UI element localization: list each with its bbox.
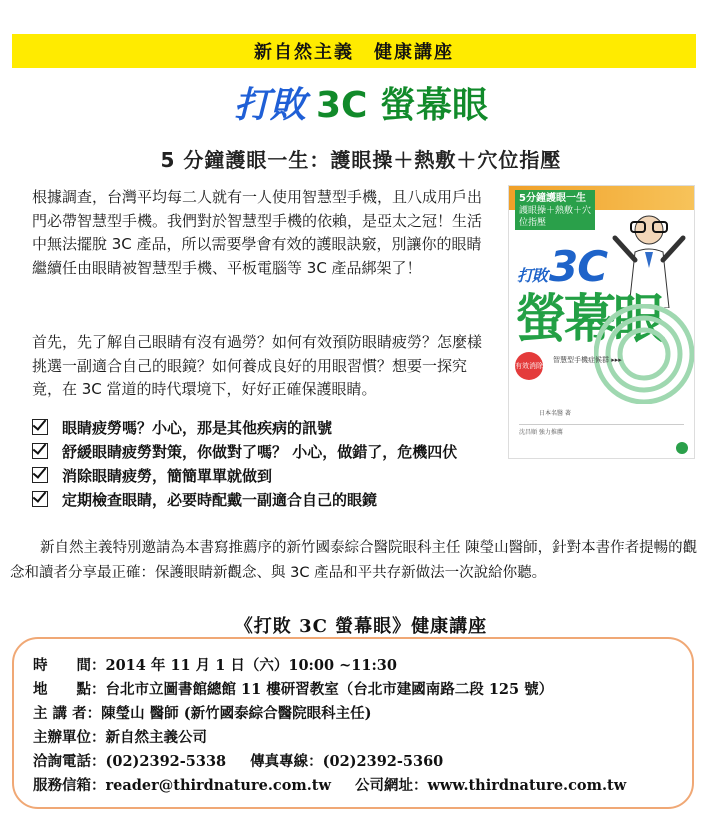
book-stamp-badge: 有效消除 bbox=[515, 352, 543, 380]
list-item bbox=[32, 415, 502, 439]
lecture-title: 《打敗 3C 螢幕眼》健康講座 bbox=[234, 616, 488, 637]
lecture-intro: 新自然主義特別邀請為本書寫推薦序的新竹國泰綜合醫院眼科主任 陳瑩山醫師，針對本書作者提暢的觀念和讀者分享最正確：保護眼睛新觀念、與 3C 產品和平共存新做法一次說給你聽。 bbox=[10, 540, 698, 581]
checkbox-icon bbox=[32, 491, 48, 507]
list-item-text: 定期檢查眼睛，必要時配戴一副適合自己的眼鏡 bbox=[62, 490, 378, 509]
header-banner bbox=[12, 34, 696, 68]
book-tag-line2: 護眼操＋熱敷＋穴位指壓 bbox=[519, 206, 592, 228]
paragraph-intro: 根據調查，台灣平均每二人就有一人使用智慧型手機，且八成用戶出門必帶智慧型手機。我們對於智慧型手機的依賴，是亞太之冠！生活中無法擺脫 3C 產品，所以需要學會有效的護眼訣竅，別讓你的眼睛繼續任由眼睛被智慧型手機、平板電腦等 3C 產品綁架了！ bbox=[32, 188, 483, 277]
checkbox-icon bbox=[32, 443, 48, 459]
book-title-3c: 打敗3C bbox=[517, 242, 608, 291]
list-item bbox=[32, 487, 502, 511]
page-title bbox=[0, 84, 722, 128]
checkbox-icon bbox=[32, 419, 48, 435]
publisher-logo-icon bbox=[676, 442, 688, 454]
book-recommenders: 沈昌順 強力推薦 bbox=[519, 424, 684, 450]
info-row-phone: 洽詢電話：(02)2392-5338 傳真專線：(02)2392-5360 bbox=[33, 753, 444, 770]
book-title-main: 螢幕眼 bbox=[515, 290, 663, 350]
book-subtitle: 智慧型手機症候群 ▸▸▸ bbox=[553, 356, 622, 364]
title-part2: 3C 螢幕眼 bbox=[316, 85, 489, 126]
paragraph-questions: 首先，先了解自己眼睛有沒有過勞？如何有效預防眼睛疲勞？怎麼樣挑選一副適合自己的眼鏡？如何養成良好的用眼習慣？想要一探究竟，在 3C 當道的時代環境下，好好正確保護眼睛。 bbox=[32, 333, 483, 398]
event-info-list bbox=[33, 654, 626, 798]
info-row-time: 時 間：2014 年 11 月 1 日（六）10:00 ~11:30 bbox=[33, 657, 397, 674]
email-link[interactable]: reader@thirdnature.com.tw bbox=[105, 777, 331, 794]
book-tag-line1: 5分鐘護眼一生 bbox=[519, 193, 586, 204]
banner-text: 新自然主義 健康講座 bbox=[254, 42, 454, 63]
info-row-speaker: 主 講 者：陳瑩山 醫師 (新竹國泰綜合醫院眼科主任) bbox=[33, 705, 372, 722]
list-item-text: 眼睛疲勞嗎？小心，那是其他疾病的訊號 bbox=[62, 418, 333, 437]
list-item bbox=[32, 439, 502, 463]
list-item bbox=[32, 463, 502, 487]
title-part1: 打敗 bbox=[233, 85, 306, 126]
list-item-text: 消除眼睛疲勞，簡簡單單就做到 bbox=[62, 466, 273, 485]
info-row-host: 主辦單位：新自然主義公司 bbox=[33, 729, 207, 746]
topic-list bbox=[32, 415, 502, 511]
page-subtitle: 5 分鐘護眼一生：護眼操＋熱敷＋穴位指壓 bbox=[160, 148, 562, 172]
website-link[interactable]: www.thirdnature.com.tw bbox=[427, 777, 627, 794]
info-row-contact: 服務信箱：reader@thirdnature.com.tw 公司網址：www.thirdnature.com.tw bbox=[33, 777, 627, 794]
list-item-text: 舒緩眼睛疲勞對策，你做對了嗎？ 小心，做錯了，危機四伏 bbox=[62, 442, 458, 461]
book-cover-tag bbox=[515, 190, 595, 230]
info-row-place: 地 點：台北市立圖書館總館 11 樓研習教室（台北市建國南路二段 125 號） bbox=[33, 681, 554, 698]
checkbox-icon bbox=[32, 467, 48, 483]
concentric-rings-icon bbox=[594, 304, 694, 404]
book-cover-image bbox=[509, 186, 694, 458]
book-author: 日本名醫 著 bbox=[539, 410, 571, 417]
